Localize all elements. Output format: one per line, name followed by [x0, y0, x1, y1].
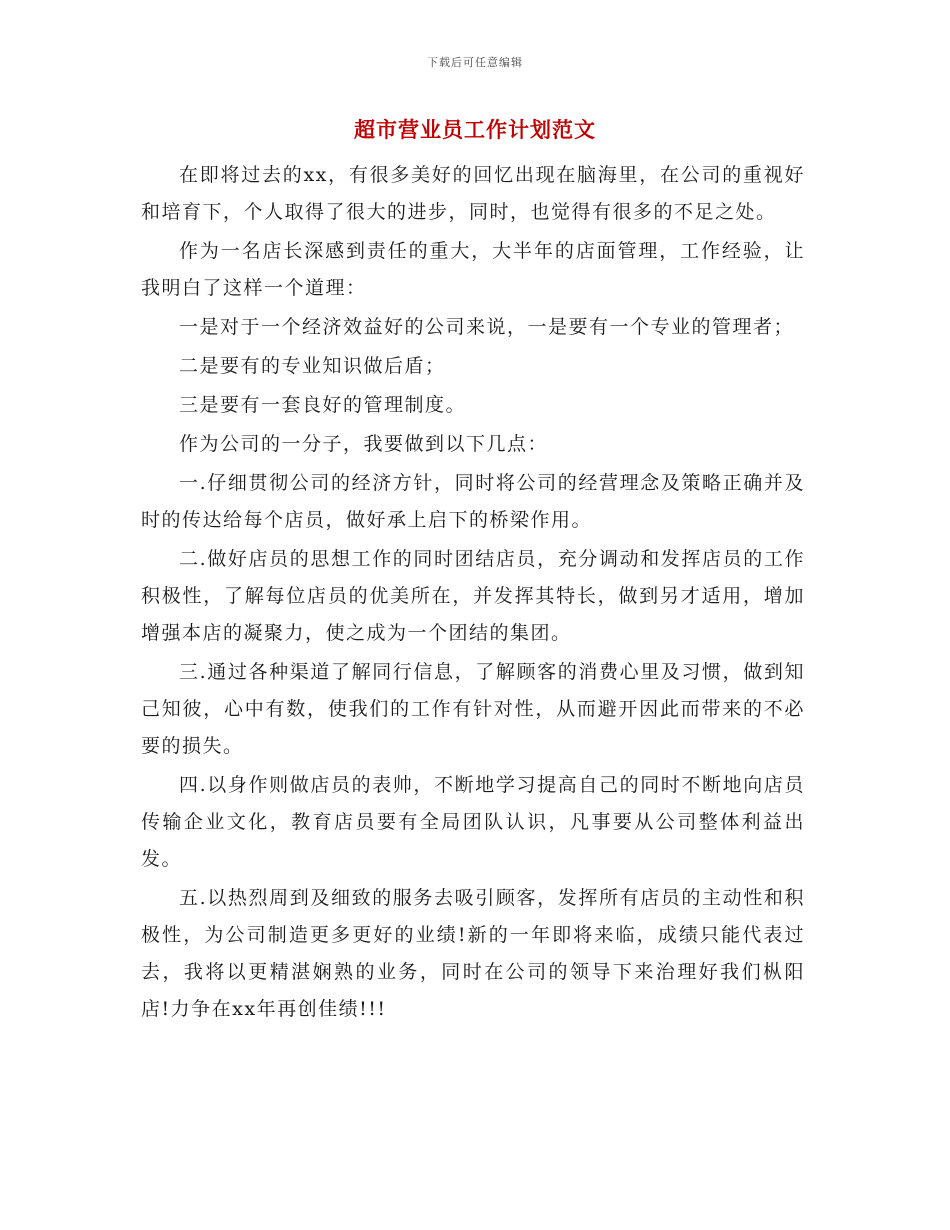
document-title: 超市营业员工作计划范文	[354, 118, 596, 142]
paragraph-goals-intro: 作为公司的一分子，我要做到以下几点：	[179, 433, 549, 455]
paragraph-intro: 在即将过去的xx，有很多美好的回忆出现在脑海里，在公司的重视好和培育下，个人取得了很大的进步，同时，也觉得有很多的不足之处。	[141, 164, 805, 223]
paragraph-goal-4: 四.以身作则做店员的表帅，不断地学习提高自己的同时不断地向店员传输企业文化，教育店员要有全局团队认识，凡事要从公司整体利益出发。	[141, 774, 805, 870]
header-note: 下载后可任意编辑	[427, 56, 523, 69]
paragraph-point-one: 一是对于一个经济效益好的公司来说，一是要有一个专业的管理者；	[179, 316, 795, 338]
paragraph-goal-1: 一.仔细贯彻公司的经济方针，同时将公司的经营理念及策略正确并及时的传达给每个店员，做好承上启下的桥梁作用。	[141, 472, 805, 531]
document-body	[141, 157, 805, 1030]
paragraph-lesson: 作为一名店长深感到责任的重大，大半年的店面管理，工作经验，让我明白了这样一个道理：	[141, 240, 805, 299]
paragraph-point-three: 三是要有一套良好的管理制度。	[179, 394, 467, 416]
paragraph-goal-2: 二.做好店员的思想工作的同时团结店员，充分调动和发挥店员的工作积极性，了解每位店员的优美所在，并发挥其特长，做到另才适用，增加增强本店的凝聚力，使之成为一个团结的集团。	[141, 548, 805, 644]
paragraph-goal-3: 三.通过各种渠道了解同行信息，了解顾客的消费心里及习惯，做到知己知彼，心中有数，使我们的工作有针对性，从而避开因此而带来的不必要的损失。	[141, 661, 805, 757]
paragraph-point-two: 二是要有的专业知识做后盾；	[179, 355, 446, 377]
paragraph-goal-5: 五.以热烈周到及细致的服务去吸引顾客，发挥所有店员的主动性和积极性，为公司制造更多更好的业绩!新的一年即将来临，成绩只能代表过去，我将以更精湛娴熟的业务，同时在公司的领导下来治理好我们枞阳店!力争在xx年再创佳绩!!!	[141, 887, 805, 1020]
